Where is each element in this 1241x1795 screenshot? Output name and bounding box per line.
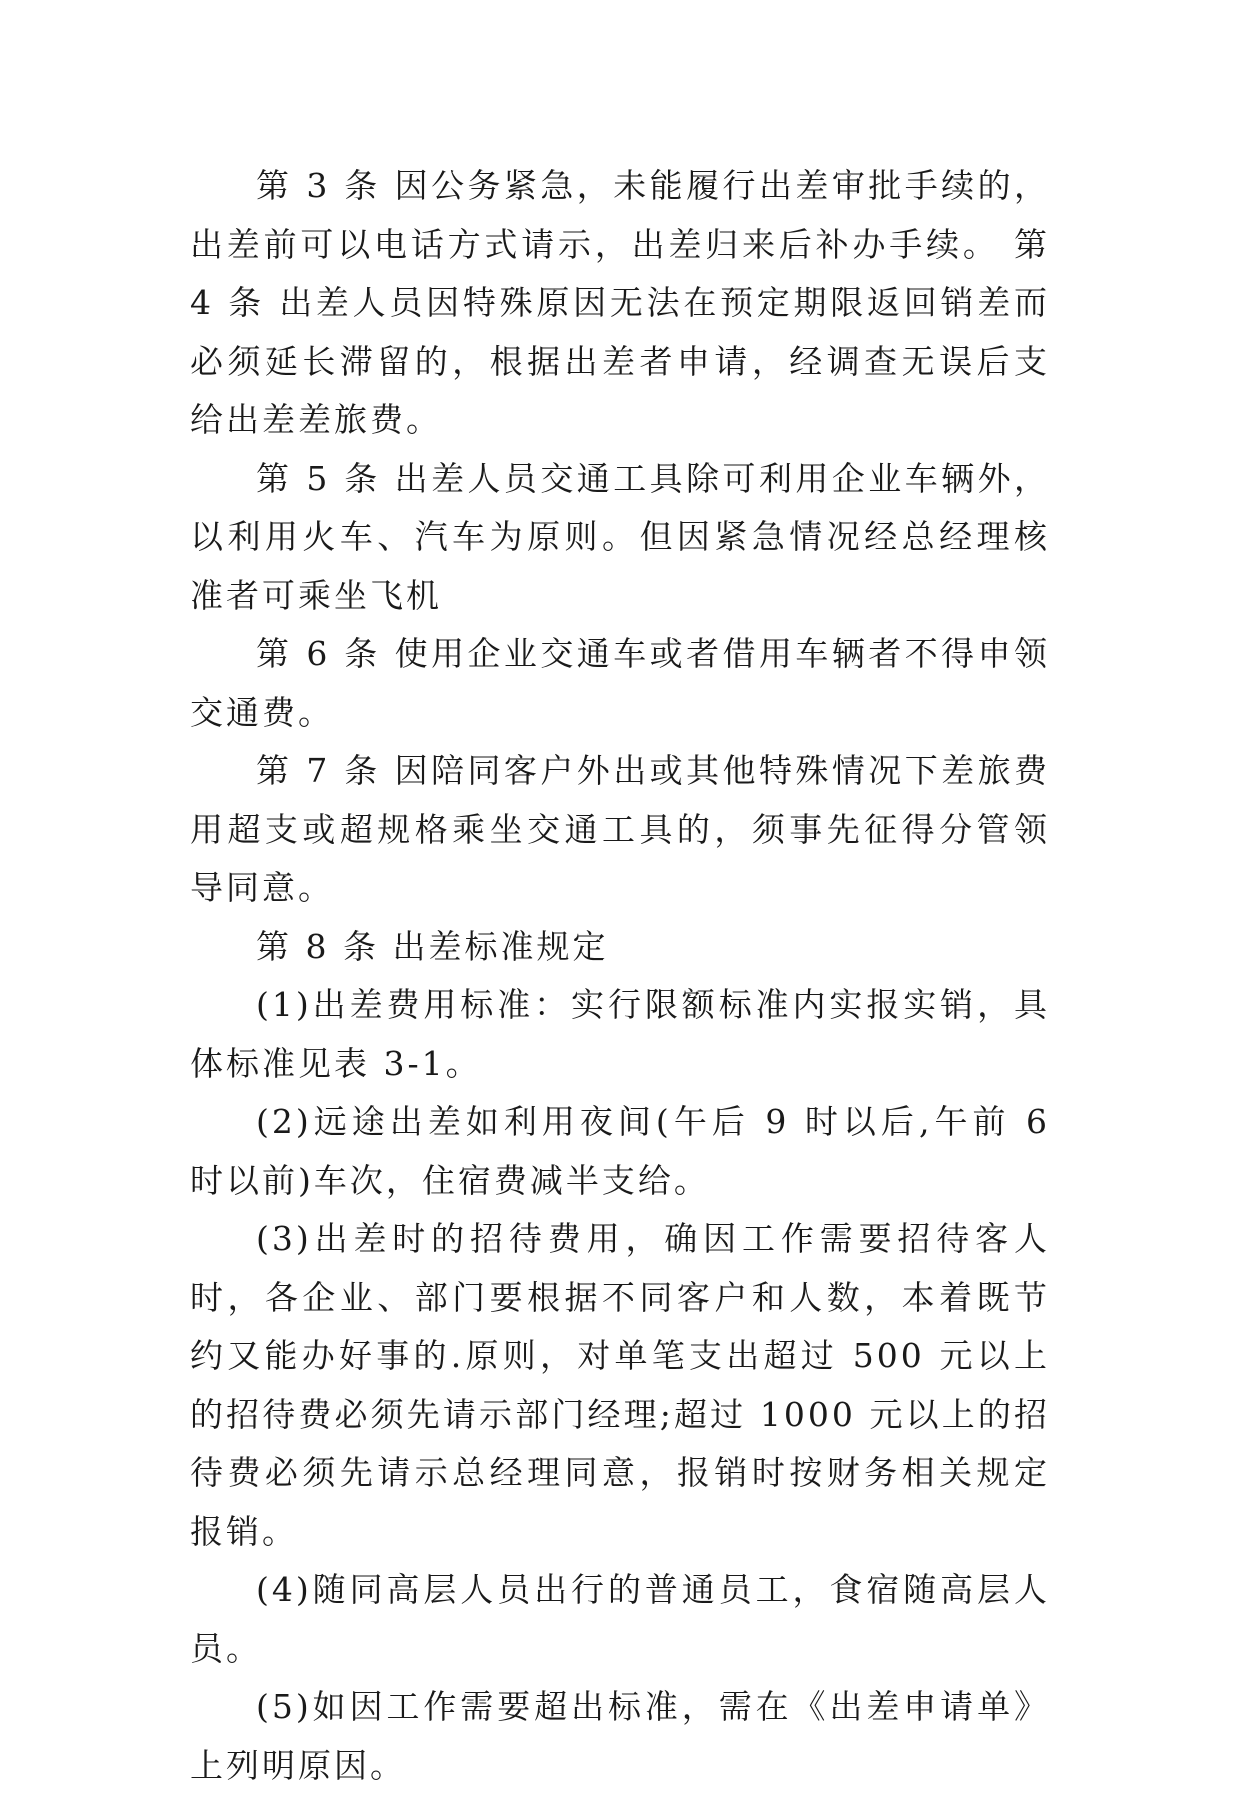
paragraph-article-3-4: 第 3 条 因公务紧急，未能履行出差审批手续的，出差前可以电话方式请示，出差归来后补办手续。 第 4 条 出差人员因特殊原因无法在预定期限返回销差而必须延长滞留的，根据出差者申请，经调查无误后支给出差差旅费。 — [190, 166, 1050, 439]
paragraph-article-7: 第 7 条 因陪同客户外出或其他特殊情况下差旅费用超支或超规格乘坐交通工具的，须事先征得分管领导同意。 — [190, 751, 1050, 907]
document-body — [190, 157, 1050, 1795]
paragraph-item-1: (1)出差费用标准：实行限额标准内实报实销，具体标准见表 3-1。 — [190, 985, 1050, 1083]
paragraph-article-5: 第 5 条 出差人员交通工具除可利用企业车辆外，以利用火车、汽车为原则。但因紧急情况经总经理核准者可乘坐飞机 — [190, 458, 1050, 615]
paragraph-item-3: (3)出差时的招待费用，确因工作需要招待客人时，各企业、部门要根据不同客户和人数，本着既节约又能办好事的.原则，对单笔支出超过 500 元以上的招待费必须先请示部门经理;超过 1000 元以上的招待费必须先请示总经理同意，报销时按财务相关规定报销。 — [190, 1219, 1050, 1551]
paragraph-item-2: (2)远途出差如利用夜间(午后 9 时以后,午前 6 时以前)车次，住宿费减半支给。 — [190, 1102, 1050, 1200]
paragraph-item-5: (5)如因工作需要超出标准，需在《出差申请单》上列明原因。 — [190, 1687, 1050, 1785]
paragraph-article-8-heading: 第 8 条 出差标准规定 — [256, 926, 609, 966]
paragraph-article-6: 第 6 条 使用企业交通车或者借用车辆者不得申领交通费。 — [190, 634, 1050, 732]
paragraph-item-4: (4)随同高层人员出行的普通员工，食宿随高层人员。 — [190, 1570, 1050, 1668]
